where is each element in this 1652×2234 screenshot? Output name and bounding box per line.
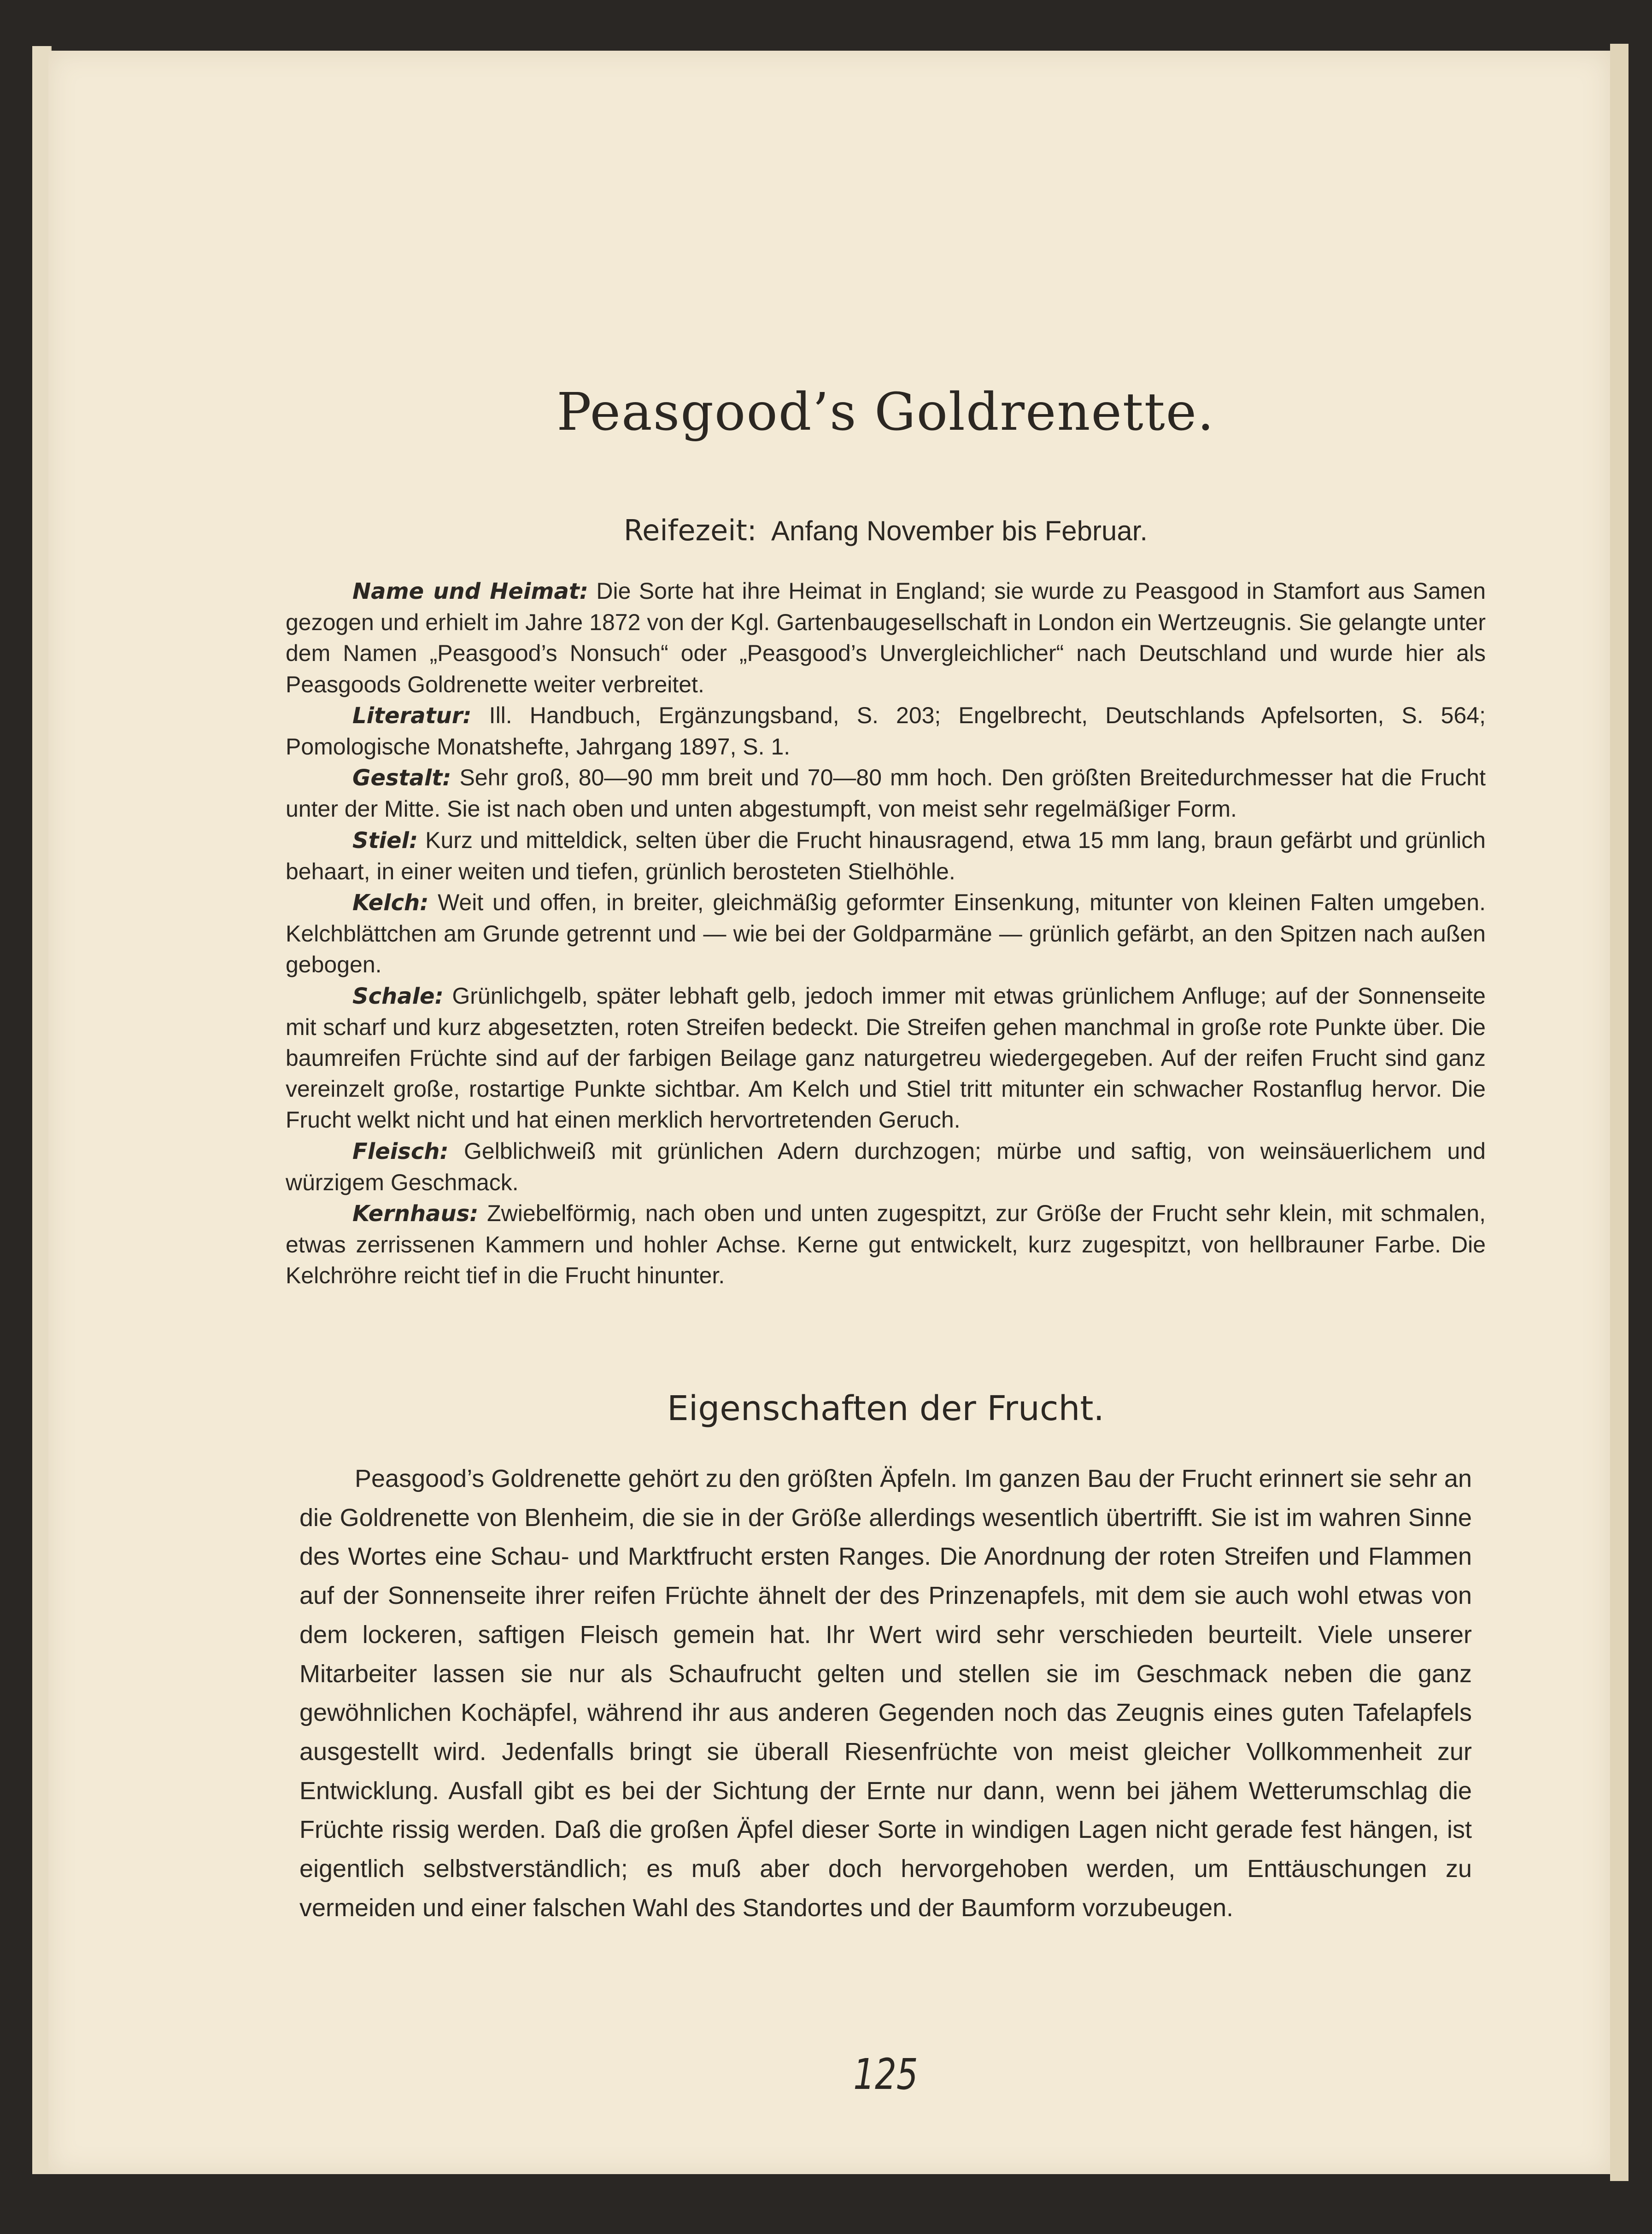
description-label: Literatur: [352, 702, 472, 729]
description-text: Zwiebelförmig, nach oben und unten zugespitzt, zur Größe der Frucht sehr klein, mit schmalen, etwas zerrissenen Kammern und hohler Achse. Kerne gut entwickelt, kurz zugespitzt, von hellbrauner Farbe. Die Kelchröhre reicht tief in die Frucht hinunter. [286, 1200, 1486, 1289]
description-paragraph [286, 700, 1486, 762]
description-paragraph [286, 576, 1486, 700]
page-number: 125 [853, 2050, 918, 2099]
description-label: Name und Heimat: [352, 579, 588, 604]
description-text: Grünlichgelb, später lebhaft gelb, jedoch immer mit etwas grünlichem Anfluge; auf der Sonnenseite mit scharf und kurz abgesetzten, roten Streifen bedeckt. Die Streifen gehen manchmal in große rote Punkte über. Die baumreifen Früchte sind auf der farbigen Beilage ganz naturgetreu wiedergegeben. Auf der reifen Frucht sind ganz vereinzelt große, rostartige Punkte sichtbar. Am Kelch und Stiel tritt mitunter ein schwacher Rostanflug hervor. Die Frucht welkt nicht und hat einen merklich hervortretenden Geruch. [286, 982, 1486, 1133]
section-body [299, 1459, 1472, 1927]
description-text: Sehr groß, 80—90 mm breit und 70—80 mm hoch. Den größten Breitedurchmesser hat die Frucht unter der Mitte. Sie ist nach oben und unten abgestumpft, von meist sehr regelmäßiger Form. [286, 765, 1486, 822]
ripening-label: Reifezeit: [623, 514, 757, 547]
description-label: Fleisch: [352, 1138, 449, 1164]
description-label: Stiel: [352, 827, 418, 854]
description-paragraph [286, 1136, 1486, 1198]
description-text: Weit und offen, in breiter, gleichmäßig geformter Einsenkung, mitunter von kleinen Falten umgeben. Kelchblättchen am Grunde getrennt und — wie bei der Goldparmäne — grünlich gefärbt, an den Spitzen nach außen gebogen. [286, 889, 1486, 978]
description-text: Die Sorte hat ihre Heimat in England; sie wurde zu Peasgood in Stamfort aus Samen gezogen und erhielt im Jahre 1872 von der Kgl. Gartenbaugesellschaft in London ein Wertzeugnis. Sie gelangte unter dem Namen „Peasgood’s Nonsuch“ oder „Peasgood’s Unvergleichlicher“ nach Deutschland und wurde hier als Peasgoods Goldrenette weiter verbreitet. [286, 578, 1486, 697]
description-text: Ill. Handbuch, Ergänzungsband, S. 203; Engelbrecht, Deutschlands Apfelsorten, S. 564; Pomologische Monatshefte, Jahrgang 1897, S. 1. [286, 702, 1486, 760]
right-page-edge [1610, 44, 1629, 2181]
description-paragraph [286, 1198, 1486, 1292]
page-title: Peasgood’s Goldrenette. [557, 382, 1215, 442]
ripening-value: Anfang November bis Februar. [771, 515, 1148, 546]
section-paragraph: Peasgood’s Goldrenette gehört zu den größten Äpfeln. Im ganzen Bau der Frucht erinnert sie sehr an die Goldrenette von Blenheim, die sie in der Größe allerdings wesentlich übertrifft. Sie ist im wahren Sinne des Wortes eine Schau- und Marktfrucht ersten Ranges. Die Anordnung der roten Streifen und Flammen auf der Sonnenseite ihrer reifen Früchte ähnelt der des Prinzenapfels, mit dem sie auch wohl etwas von dem lockeren, saftigen Fleisch gemein hat. Ihr Wert wird sehr verschieden beurteilt. Viele unserer Mitarbeiter lassen sie nur als Schaufrucht gelten und stellen sie im Geschmack neben die ganz gewöhnlichen Kochäpfel, während ihr aus anderen Gegenden noch das Zeugnis eines guten Tafelapfels ausgestellt wird. Jedenfalls bringt sie überall Riesenfrüchte von meist gleicher Vollkommenheit zur Entwicklung. Ausfall gibt es bei der Sichtung der Ernte nur dann, wenn bei jähem Wetterumschlag die Früchte rissig werden. Daß die großen Äpfel dieser Sorte in windigen Lagen nicht gerade fest hängen, ist eigentlich selbstverständlich; es muß aber doch hervorgehoben werden, um Enttäuschungen zu vermeiden und einer falschen Wahl des Standortes und der Baumform vorzubeugen. [299, 1465, 1472, 1922]
description-paragraph [286, 981, 1486, 1136]
description-paragraph [286, 762, 1486, 825]
section-heading: Eigenschaften der Frucht. [667, 1389, 1104, 1428]
description-label: Schale: [352, 983, 444, 1009]
description-paragraph [286, 825, 1486, 887]
description-label: Kelch: [352, 890, 429, 916]
book-page [48, 51, 1610, 2174]
description-text: Gelblichweiß mit grünlichen Adern durchzogen; mürbe und saftig, von weinsäuerlichem und würzigem Geschmack. [286, 1138, 1486, 1195]
description-paragraph [286, 887, 1486, 981]
description-text: Kurz und mitteldick, selten über die Frucht hinausragend, etwa 15 mm lang, braun gefärbt und grünlich behaart, in einer weiten und tiefen, grünlich berosteten Stielhöhle. [286, 827, 1486, 884]
ripening-time [286, 514, 1486, 547]
variety-description [286, 576, 1486, 1292]
description-label: Gestalt: [352, 765, 451, 791]
description-label: Kernhaus: [352, 1201, 479, 1227]
